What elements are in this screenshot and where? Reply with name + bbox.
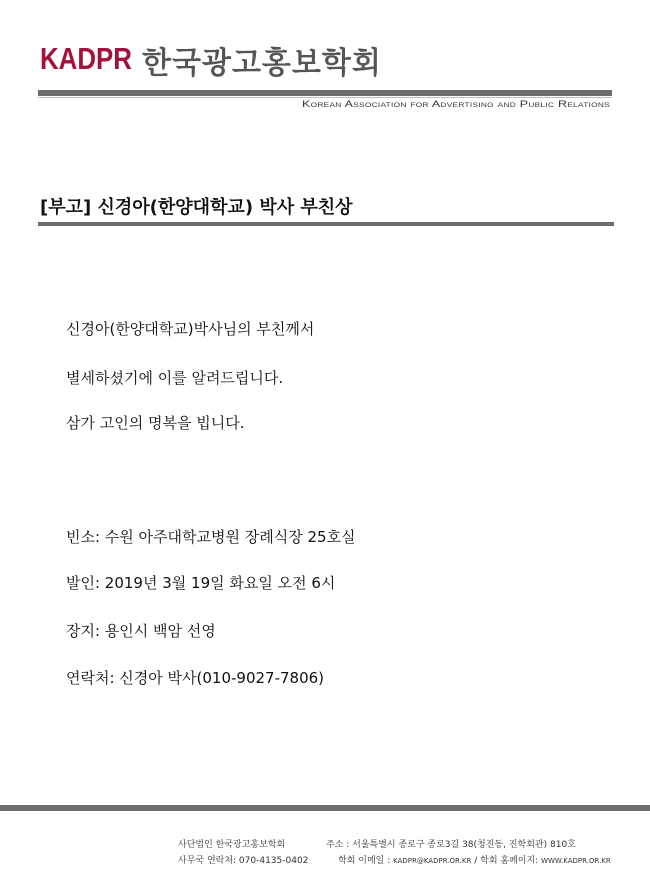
burial-site: 장지: 용인시 백암 선영 (66, 622, 216, 640)
letterhead (40, 38, 620, 88)
footer-email[interactable]: KADPR@KADPR.OR.KR (393, 857, 472, 865)
footer-email-label: 학회 이메일 : (338, 856, 391, 866)
association-name-en-label: Korean Association for Advertising and Public Relations (302, 99, 610, 109)
logo-text: KADPR (40, 41, 132, 76)
footer-address: 주소 : 서울특별시 종로구 종로3길 38(청진동, 진학회관) 810호 (326, 840, 576, 850)
notice-line: 신경아(한양대학교)박사님의 부친께서 (66, 320, 315, 338)
notice-title: [부고] 신경아(한양대학교) 박사 부친상 (40, 197, 353, 218)
association-name-en-text (302, 98, 612, 109)
title-rule (38, 222, 614, 226)
footer-org: 사단법인 한국광고홍보학회 (178, 840, 286, 850)
footer-right (326, 837, 611, 869)
footer-rule (0, 805, 650, 811)
footer-homepage[interactable]: WWW.KADPR.OR.KR (541, 857, 611, 865)
association-name-en (302, 98, 612, 111)
contact-info: 연락처: 신경아 박사(010-9027-7806) (66, 669, 325, 687)
association-name-ko: 한국광고홍보학회 (142, 46, 382, 81)
notice-line: 별세하셨기에 이를 알려드립니다. (66, 369, 284, 387)
footer-contact (326, 853, 611, 869)
footer-office-phone: 사무국 연락처: 070-4135-0402 (178, 856, 309, 866)
funeral-date: 발인: 2019년 3월 19일 화요일 오전 6시 (66, 574, 336, 592)
header-rule (38, 90, 612, 96)
notice-line: 삼가 고인의 명복을 빕니다. (66, 414, 245, 432)
footer-homepage-label: / 학회 홈페이지: (474, 856, 539, 866)
footer-left (178, 837, 308, 869)
funeral-hall: 빈소: 수원 아주대학교병원 장례식장 25호실 (66, 528, 356, 546)
kadpr-logo-icon (40, 41, 132, 76)
